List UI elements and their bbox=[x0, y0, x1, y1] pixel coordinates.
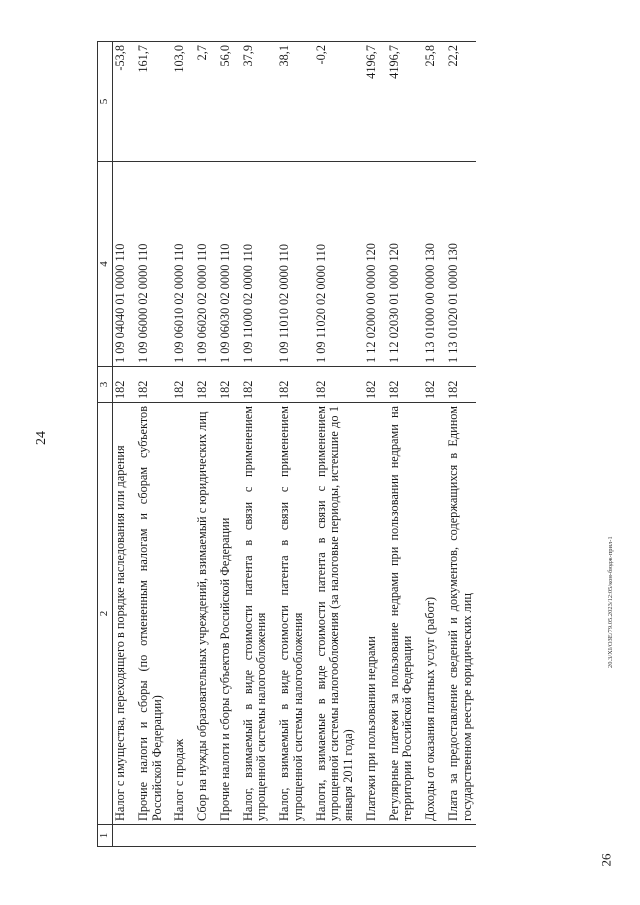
document-side-code: 20.3/XI/OЗЕ/79.05.2023/12:05/кон-бюдж-прил-1 bbox=[607, 536, 614, 668]
row-name: Налог, взимаемый в виде стоимости патента в связи с применением упрощенной системы налогообложения bbox=[277, 403, 314, 825]
row-name: Налог с имущества, переходящего в порядке наследования или дарения bbox=[113, 403, 136, 825]
row-value: 25,8 bbox=[423, 42, 446, 162]
row-empty-cell bbox=[136, 825, 173, 847]
row-code: 1 09 04040 01 0000 110 bbox=[113, 162, 136, 367]
table-row bbox=[218, 42, 241, 847]
row-admin: 182 bbox=[195, 367, 218, 403]
revenue-table bbox=[97, 41, 476, 847]
header-col-5: 5 bbox=[98, 42, 113, 162]
row-code: 1 09 06000 02 0000 110 bbox=[136, 162, 173, 367]
row-value: 161,7 bbox=[136, 42, 173, 162]
row-name: Налоги, взимаемые в виде стоимости патента в связи с применением упрощенной системы налогообложения (за налоговые периоды, истекшие до 1 января 2011 года) bbox=[314, 403, 364, 825]
row-name: Прочие налоги и сборы (по отмененным налогам и сборам субъектов Российской Федерации) bbox=[136, 403, 173, 825]
table-row bbox=[446, 42, 476, 847]
row-admin: 182 bbox=[364, 367, 387, 403]
row-code: 1 09 06010 02 0000 110 bbox=[172, 162, 195, 367]
header-col-3: 3 bbox=[98, 367, 113, 403]
table-row bbox=[314, 42, 364, 847]
row-value: 56,0 bbox=[218, 42, 241, 162]
row-code: 1 09 06020 02 0000 110 bbox=[195, 162, 218, 367]
row-name: Налог с продаж bbox=[172, 403, 195, 825]
row-code: 1 09 11000 02 0000 110 bbox=[241, 162, 278, 367]
row-code: 1 13 01020 01 0000 130 bbox=[446, 162, 476, 367]
row-name: Прочие налоги и сборы субъектов Российской Федерации bbox=[218, 403, 241, 825]
row-value: 2,7 bbox=[195, 42, 218, 162]
revenue-table-rotated bbox=[97, 42, 599, 847]
page-footer-number: 26 bbox=[598, 853, 614, 867]
row-empty-cell bbox=[387, 825, 424, 847]
header-col-2: 2 bbox=[98, 403, 113, 825]
row-empty-cell bbox=[364, 825, 387, 847]
row-name: Регулярные платежи за пользование недрами при пользовании недрами на территории Российской Федерации bbox=[387, 403, 424, 825]
row-empty-cell bbox=[218, 825, 241, 847]
row-admin: 182 bbox=[241, 367, 278, 403]
table-row bbox=[241, 42, 278, 847]
row-name: Сбор на нужды образовательных учреждений, взимаемый с юридических лиц bbox=[195, 403, 218, 825]
row-value: 38,1 bbox=[277, 42, 314, 162]
row-empty-cell bbox=[241, 825, 278, 847]
row-admin: 182 bbox=[387, 367, 424, 403]
row-value: -0,2 bbox=[314, 42, 364, 162]
row-admin: 182 bbox=[314, 367, 364, 403]
row-admin: 182 bbox=[277, 367, 314, 403]
row-empty-cell bbox=[195, 825, 218, 847]
header-col-1: 1 bbox=[98, 825, 113, 847]
row-admin: 182 bbox=[113, 367, 136, 403]
table-row bbox=[364, 42, 387, 847]
table-row bbox=[387, 42, 424, 847]
row-code: 1 09 11020 02 0000 110 bbox=[314, 162, 364, 367]
page-header-number: 24 bbox=[34, 431, 49, 445]
row-name: Доходы от оказания платных услуг (работ) bbox=[423, 403, 446, 825]
table-row bbox=[423, 42, 446, 847]
row-admin: 182 bbox=[172, 367, 195, 403]
row-value: 37,9 bbox=[241, 42, 278, 162]
row-admin: 182 bbox=[423, 367, 446, 403]
row-value: -53,8 bbox=[113, 42, 136, 162]
row-admin: 182 bbox=[218, 367, 241, 403]
row-value: 103,0 bbox=[172, 42, 195, 162]
row-code: 1 12 02030 01 0000 120 bbox=[387, 162, 424, 367]
row-empty-cell bbox=[113, 825, 136, 847]
row-admin: 182 bbox=[446, 367, 476, 403]
row-name: Налог, взимаемый в виде стоимости патента в связи с применением упрощенной системы налогообложения bbox=[241, 403, 278, 825]
row-name: Платежи при пользовании недрами bbox=[364, 403, 387, 825]
row-value: 4196,7 bbox=[387, 42, 424, 162]
row-empty-cell bbox=[314, 825, 364, 847]
row-empty-cell bbox=[446, 825, 476, 847]
row-value: 22,2 bbox=[446, 42, 476, 162]
row-empty-cell bbox=[277, 825, 314, 847]
row-code: 1 09 11010 02 0000 110 bbox=[277, 162, 314, 367]
table-row bbox=[277, 42, 314, 847]
row-code: 1 12 02000 00 0000 120 bbox=[364, 162, 387, 367]
row-name: Плата за предоставление сведений и документов, содержащихся в Едином государственном реестре юридических лиц bbox=[446, 403, 476, 825]
table-header-row bbox=[98, 42, 113, 847]
row-code: 1 09 06030 02 0000 110 bbox=[218, 162, 241, 367]
header-col-4: 4 bbox=[98, 162, 113, 367]
table-row bbox=[172, 42, 195, 847]
row-code: 1 13 01000 00 0000 130 bbox=[423, 162, 446, 367]
table-row bbox=[195, 42, 218, 847]
row-empty-cell bbox=[172, 825, 195, 847]
table-row bbox=[113, 42, 136, 847]
row-empty-cell bbox=[423, 825, 446, 847]
table-row bbox=[136, 42, 173, 847]
row-value: 4196,7 bbox=[364, 42, 387, 162]
row-admin: 182 bbox=[136, 367, 173, 403]
